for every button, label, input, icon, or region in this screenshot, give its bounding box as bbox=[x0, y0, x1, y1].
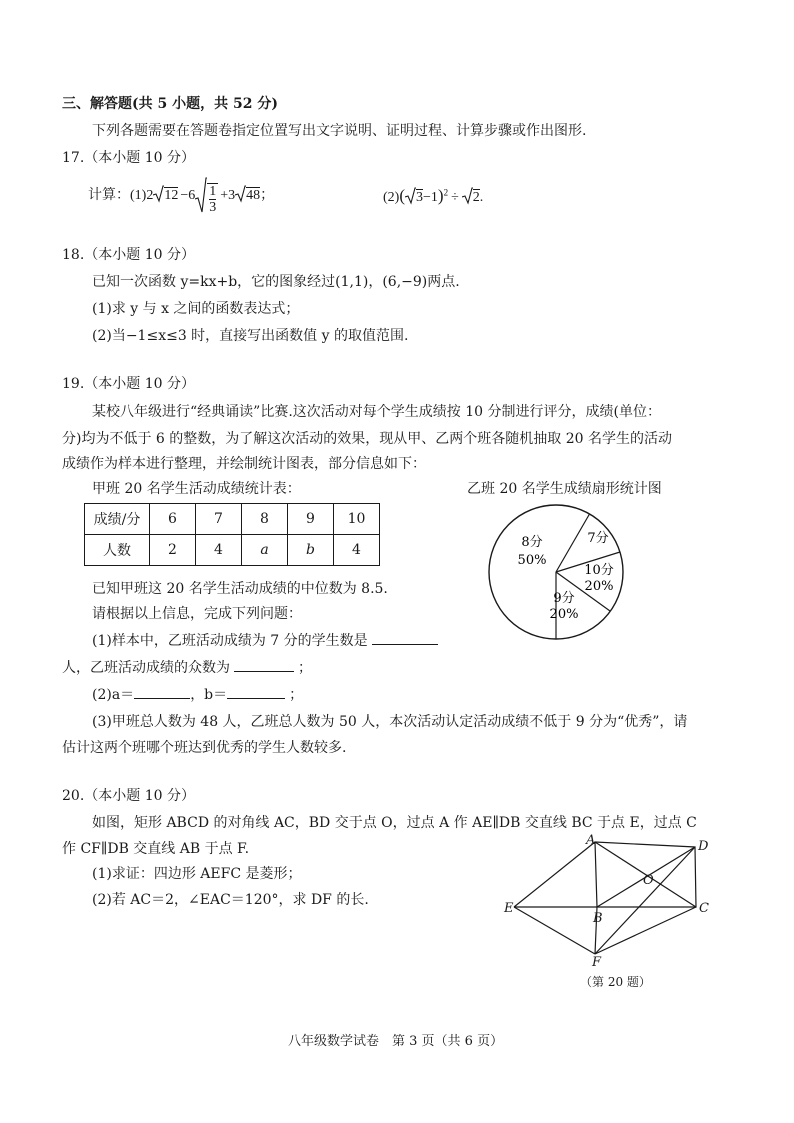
q19-sub1-cont-text: 人，乙班活动成绩的众数为 bbox=[62, 660, 230, 676]
slice-label-7: 7分 bbox=[587, 531, 609, 546]
table-cell: 成绩/分 bbox=[85, 504, 150, 535]
answer-blank-7-count[interactable] bbox=[372, 630, 438, 645]
q17-plus-3: +3 bbox=[220, 188, 236, 203]
point-label-b: B bbox=[593, 911, 603, 926]
q17-end: . bbox=[479, 190, 484, 205]
q17-exponent: 2 bbox=[443, 187, 449, 198]
table-row bbox=[85, 535, 380, 566]
q19-sub2-end: ； bbox=[289, 687, 304, 703]
q17-fraction-num: 1 bbox=[209, 184, 217, 199]
segment-df bbox=[595, 847, 695, 954]
q19-para-2: 分)均为不低于 6 的整数，为了解这次活动的效果，现从甲、乙两个班各随机抽取 20 名学生的活动 bbox=[62, 431, 672, 447]
q17-sep: ； bbox=[260, 188, 275, 203]
slice-label-9: 9分 bbox=[553, 591, 575, 606]
slice-label-10: 10分 bbox=[584, 563, 614, 578]
q20-para-2: 作 CF∥DB 交直线 AB 于点 F. bbox=[62, 841, 250, 857]
pie-chart bbox=[486, 502, 626, 642]
segment-ae bbox=[514, 842, 595, 907]
q19-table-title: 甲班 20 名学生活动成绩统计表： bbox=[92, 481, 301, 497]
slice-label-8: 8分 bbox=[521, 535, 543, 550]
q19-sub3: (3)甲班总人数为 48 人，乙班总人数为 50 人，本次活动认定活动成绩不低于 9 分为“优秀”，请 bbox=[92, 714, 688, 730]
table-cell: 8 bbox=[242, 504, 288, 535]
table-cell: 6 bbox=[150, 504, 196, 535]
table-row bbox=[85, 504, 380, 535]
q19-sub1-cont bbox=[62, 657, 312, 677]
figure-caption: （第 20 题） bbox=[580, 975, 651, 989]
radical-icon bbox=[153, 185, 164, 203]
table-cell: 人数 bbox=[85, 535, 150, 566]
q20-sub1: (1)求证：四边形 AEFC 是菱形； bbox=[92, 866, 302, 882]
q17-minus-1: −1 bbox=[423, 190, 438, 205]
slice-percent-9: 20% bbox=[549, 607, 579, 622]
q18-line-1: 已知一次函数 y=kx+b，它的图象经过(1,1)，(6,−9)两点. bbox=[92, 274, 460, 290]
q19-sub1-text: (1)样本中，乙班活动成绩为 7 分的学生数是 bbox=[92, 633, 368, 649]
radical-icon bbox=[462, 187, 473, 205]
q19-ask: 请根据以上信息，完成下列问题： bbox=[92, 606, 302, 622]
q20-sub2: (2)若 AC＝2，∠EAC＝120°，求 DF 的长. bbox=[92, 892, 369, 908]
point-label-d: D bbox=[698, 839, 709, 854]
table-cell: b bbox=[288, 535, 334, 566]
table-cell: 4 bbox=[196, 535, 242, 566]
answer-blank-b[interactable] bbox=[227, 684, 285, 699]
q17-minus-6: −6 bbox=[180, 188, 196, 203]
page-footer: 八年级数学试卷 第 3 页（共 6 页） bbox=[288, 1034, 504, 1049]
radical-icon bbox=[195, 177, 207, 213]
q18-header: 18.（本小题 10 分） bbox=[62, 247, 195, 263]
radical-icon bbox=[405, 187, 416, 205]
q19-sub2-b: ，b＝ bbox=[190, 687, 228, 703]
q18-line-3: (2)当−1≤x≤3 时，直接写出函数值 y 的取值范围. bbox=[92, 328, 409, 344]
score-table bbox=[84, 503, 380, 566]
q19-sub3-cont: 估计这两个班哪个班达到优秀的学生人数较多. bbox=[62, 740, 347, 756]
q17-fraction-den: 3 bbox=[209, 200, 217, 215]
radical-icon bbox=[235, 185, 246, 203]
q19-sub2 bbox=[92, 684, 303, 704]
answer-blank-mode[interactable] bbox=[234, 657, 294, 672]
q17-header: 17.（本小题 10 分） bbox=[62, 150, 195, 166]
q17-expression-2: (2)( 3−1)$^2$ ÷ 2. bbox=[383, 186, 484, 205]
q19-para-3: 成绩作为样本进行整理，并绘制统计图表，部分信息如下： bbox=[62, 456, 426, 472]
q19-note: 已知甲班这 20 名学生活动成绩的中位数为 8.5. bbox=[92, 581, 388, 597]
slice-percent-10: 20% bbox=[584, 579, 614, 594]
segment-ef bbox=[514, 907, 595, 954]
q19-sub1 bbox=[92, 630, 438, 650]
q17-coef-2: 2 bbox=[146, 188, 154, 203]
q19-header: 19.（本小题 10 分） bbox=[62, 376, 195, 392]
geometry-figure bbox=[500, 832, 720, 974]
q20-header: 20.（本小题 10 分） bbox=[62, 788, 195, 804]
table-cell: 10 bbox=[334, 504, 380, 535]
q17-expression-1 bbox=[88, 177, 274, 217]
q19-para-1: 某校八年级进行“经典诵读”比赛.这次活动对每个学生成绩按 10 分制进行评分，成绩(单位： bbox=[92, 404, 661, 420]
table-cell: 4 bbox=[334, 535, 380, 566]
point-label-a: A bbox=[586, 833, 596, 848]
answer-blank-a[interactable] bbox=[134, 684, 190, 699]
table-cell: 9 bbox=[288, 504, 334, 535]
table-cell: 2 bbox=[150, 535, 196, 566]
slice-percent-8: 50% bbox=[517, 553, 547, 568]
section-instruction: 下列各题需要在答题卷指定位置写出文字说明、证明过程、计算步骤或作出图形. bbox=[92, 123, 587, 139]
q17-prefix: 计算：(1) bbox=[88, 188, 147, 203]
q17-radicand-3: 3 bbox=[416, 190, 423, 205]
q17-radicand-12: 12 bbox=[164, 188, 179, 203]
pie-title: 乙班 20 名学生成绩扇形统计图 bbox=[467, 481, 662, 497]
q18-line-2: (1)求 y 与 x 之间的函数表达式； bbox=[92, 301, 300, 317]
q20-para-1: 如图，矩形 ABCD 的对角线 AC，BD 交于点 O，过点 A 作 AE∥DB 交直线 BC 于点 E，过点 C bbox=[92, 815, 697, 831]
segment-cf bbox=[595, 907, 696, 954]
section-title: 三、解答题(共 5 小题，共 52 分) bbox=[62, 96, 278, 112]
point-label-e: E bbox=[504, 901, 514, 916]
point-label-c: C bbox=[699, 901, 709, 916]
q19-sub2-a: (2)a＝ bbox=[92, 687, 135, 703]
q17-radicand-2: 2 bbox=[472, 190, 480, 205]
point-label-o: O bbox=[643, 873, 654, 888]
table-cell: 7 bbox=[196, 504, 242, 535]
q17-divide: ÷ bbox=[451, 190, 459, 205]
q19-sub1-end: ； bbox=[298, 660, 312, 676]
q17-part2-label: (2) bbox=[383, 190, 400, 205]
q17-radicand-48: 48 bbox=[246, 188, 261, 203]
table-cell: a bbox=[242, 535, 288, 566]
point-label-f: F bbox=[592, 955, 602, 970]
